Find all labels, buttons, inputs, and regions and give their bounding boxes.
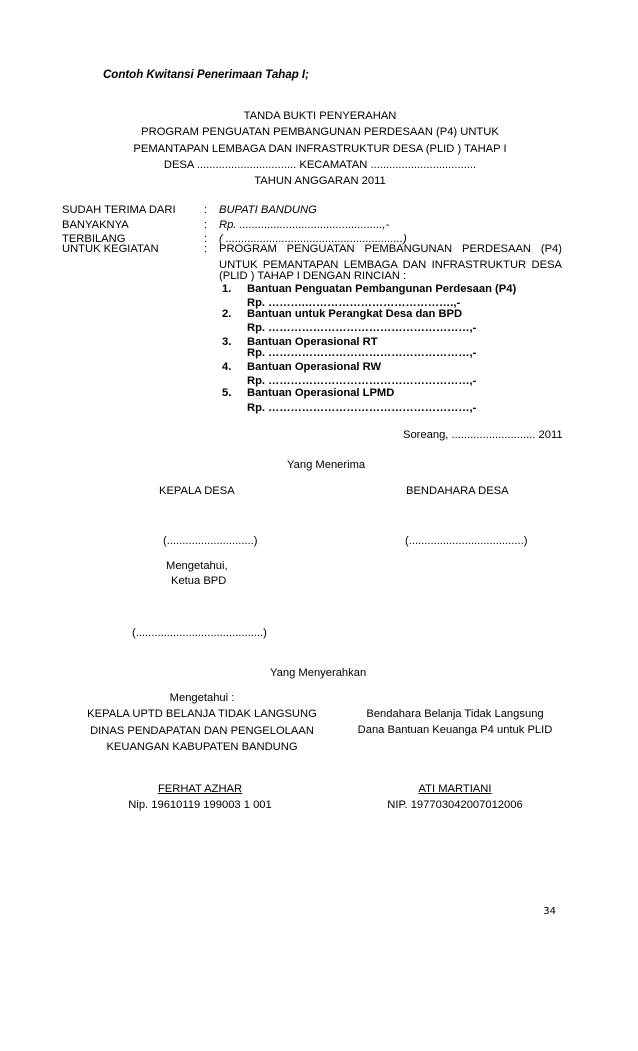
amount-label: BANYAKNYA bbox=[62, 219, 129, 231]
bendahara-btl-line-1: Bendahara Belanja Tidak Langsung bbox=[366, 708, 544, 720]
bendahara-desa-label: BENDAHARA DESA bbox=[406, 485, 509, 497]
colon: : bbox=[204, 204, 208, 216]
colon: : bbox=[204, 233, 208, 245]
colon: : bbox=[204, 243, 208, 255]
page-number: 34 bbox=[543, 906, 556, 917]
uptd-line-2: KEPALA UPTD BELANJA TIDAK LANGSUNG bbox=[87, 708, 317, 721]
amount-value: Rp. ..............................................,- bbox=[219, 219, 390, 231]
received-from-value: BUPATI BANDUNG bbox=[219, 204, 317, 216]
item-label: Bantuan Operasional RT bbox=[247, 336, 378, 348]
item-number: 3. bbox=[222, 336, 232, 348]
activity-line-2: UNTUK PEMANTAPAN LEMBAGA DAN INFRASTRUKTUR DESA bbox=[219, 259, 562, 271]
title-line-5: TAHUN ANGGARAN 2011 bbox=[254, 175, 386, 188]
item-number: 1. bbox=[222, 283, 232, 295]
ketua-bpd-label: Ketua BPD bbox=[171, 575, 227, 587]
received-from-label: SUDAH TERIMA DARI bbox=[62, 204, 176, 216]
item-number: 5. bbox=[222, 387, 232, 399]
item-amount: Rp. ………………………………………………,- bbox=[247, 402, 477, 414]
activity-label: UNTUK KEGIATAN bbox=[62, 243, 159, 255]
giver-title: Yang Menyerahkan bbox=[270, 667, 367, 679]
place-date: Soreang, ........................... 2011 bbox=[403, 429, 563, 441]
title-line-1: TANDA BUKTI PENYERAHAN bbox=[243, 110, 397, 122]
item-label: Bantuan Operasional LPMD bbox=[247, 387, 395, 399]
spelled-label: TERBILANG bbox=[62, 233, 126, 245]
uptd-signatory bbox=[80, 781, 320, 814]
item-amount: Rp. ………………………………………………,- bbox=[247, 347, 477, 359]
ketua-bpd-signature: (.........................................) bbox=[132, 627, 267, 639]
title-line-4: DESA ................................ KECAMATAN .................................. bbox=[163, 158, 477, 171]
activity-line-1: PROGRAM PENGUATAN PEMBANGUNAN PERDESAAN (P4) bbox=[219, 243, 562, 255]
kepala-desa-signature: (............................) bbox=[163, 535, 258, 547]
title-line-3: PEMANTAPAN LEMBAGA DAN INFRASTRUKTUR DESA (PLID ) TAHAP I bbox=[133, 142, 507, 155]
bendahara-desa-signature: (.....................................) bbox=[405, 535, 528, 547]
uptd-line-3: DINAS PENDAPATAN DAN PENGELOLAAN bbox=[90, 724, 314, 737]
uptd-mengetahui: Mengetahui : bbox=[169, 692, 235, 704]
colon: : bbox=[204, 219, 208, 231]
item-label: Bantuan untuk Perangkat Desa dan BPD bbox=[247, 308, 463, 320]
bendahara-btl-nip: NIP. 197703042007012006 bbox=[387, 799, 523, 812]
bendahara-btl-name: ATI MARTIANI bbox=[418, 783, 492, 795]
item-number: 2. bbox=[222, 308, 232, 320]
spelled-value: ( .........................................................) bbox=[219, 233, 407, 245]
uptd-nip: Nip. 19610119 199003 1 001 bbox=[128, 799, 272, 812]
receipt-title-block bbox=[70, 108, 570, 189]
receiver-title: Yang Menerima bbox=[287, 459, 366, 471]
bendahara-btl-line-2: Dana Bantuan Keuanga P4 untuk PLID bbox=[357, 724, 553, 737]
item-amount: Rp. ……….………………………………….,- bbox=[247, 297, 461, 309]
item-label: Bantuan Operasional RW bbox=[247, 361, 382, 373]
uptd-line-4: KEUANGAN KABUPATEN BANDUNG bbox=[106, 741, 298, 754]
mengetahui-label: Mengetahui, bbox=[166, 560, 228, 572]
bendahara-btl-signatory bbox=[340, 781, 570, 814]
bendahara-btl-block bbox=[340, 706, 570, 739]
document-heading: Contoh Kwitansi Penerimaan Tahap I; bbox=[103, 69, 309, 81]
item-amount: Rp. ………………………………………………,- bbox=[247, 322, 477, 334]
item-amount: Rp. ………………………………………………,- bbox=[247, 375, 477, 387]
title-line-2: PROGRAM PENGUATAN PEMBANGUNAN PERDESAAN (P4) UNTUK bbox=[141, 126, 499, 139]
kepala-desa-label: KEPALA DESA bbox=[159, 485, 235, 497]
item-label: Bantuan Penguatan Pembangunan Perdesaan (P4) bbox=[247, 283, 517, 295]
item-number: 4. bbox=[222, 361, 232, 373]
uptd-block bbox=[62, 690, 342, 756]
activity-line-3: (PLID ) TAHAP I DENGAN RINCIAN : bbox=[219, 270, 407, 282]
uptd-name: FERHAT AZHAR bbox=[157, 783, 243, 795]
